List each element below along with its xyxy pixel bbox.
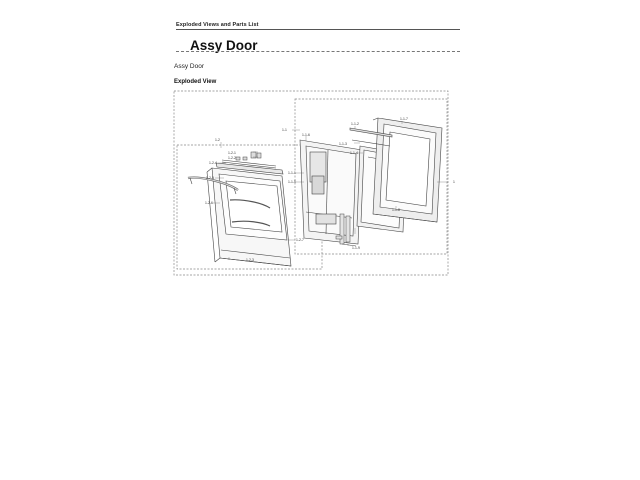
callout-liner: 1-1-6 <box>302 133 310 137</box>
callout-handle: 1-2-5 <box>206 176 214 180</box>
callout-frame-top: 1-1-2 <box>351 122 359 126</box>
callout-spacer: 1-1-4 <box>350 151 358 155</box>
page-title: Assy Door <box>190 38 258 53</box>
outer-door-panel <box>207 160 291 266</box>
callout-trim-top: 1-2-4 <box>209 161 217 165</box>
callout-handle-cap: 1-2-1 <box>228 151 236 155</box>
section-header-label: Exploded Views and Parts List <box>176 22 259 28</box>
handle-caps <box>236 152 261 160</box>
inner-liner-frame <box>300 140 362 244</box>
callout-back-glass: 1-1-7 <box>400 117 408 121</box>
callout-inner-assy: 1-1 <box>282 128 287 132</box>
callout-side-trim: 1-2-7 <box>296 238 304 242</box>
callout-panel-bottom: 1-2-3 <box>246 258 254 262</box>
section-heading: Exploded View <box>174 79 217 85</box>
callout-door-assy: 1 <box>453 180 455 184</box>
subtitle: Assy Door <box>174 63 204 70</box>
callout-latch-mid: 1-1-5 <box>288 180 296 184</box>
callout-latch-top: 1-1-1 <box>288 171 296 175</box>
callout-handle-cap2: 1-2-2 <box>228 156 236 160</box>
callout-inner-glass: 1-1-3 <box>339 142 347 146</box>
callout-outer-assy: 1-2 <box>215 138 220 142</box>
callout-hinge: 1-1-9 <box>352 246 360 250</box>
callout-glass-low: 1-1-8 <box>392 208 400 212</box>
callout-glass-outer: 1-2-6 <box>205 201 213 205</box>
